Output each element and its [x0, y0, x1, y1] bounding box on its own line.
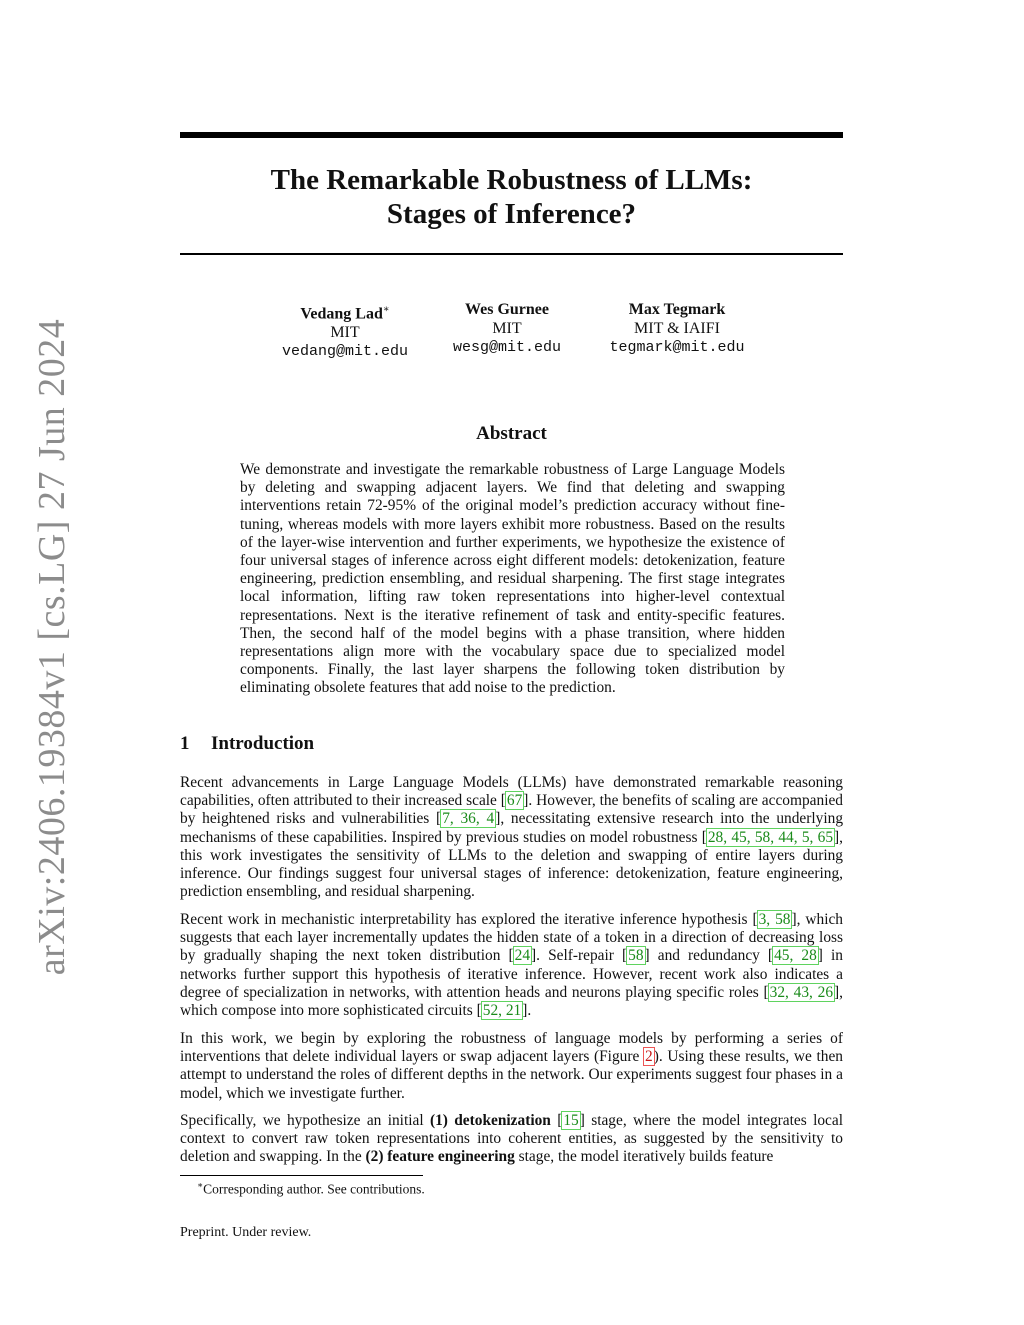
abstract-body: We demonstrate and investigate the remarkable robustness of Large Language Models by deleting and swapping adjacent layers. We find that deleting and swapping interventions retain 72-95% of the original model’s prediction accuracy without fine-tuning, whereas models with more layers exhibit more robustness. Based on the results of the layer-wise intervention and further experiments, we hypothesize the existence of four universal stages of inference across eight different models: detokenization, feature engineering, prediction ensembling, and residual sharpening. The first stage integrates local information, lifting raw token representations into higher-level contextual representations. Next is the iterative refinement of task and entity-specific features. Then, the second half of the model begins with a phase transition, where hidden representations align more with the vocabulary space due to specialized model components. Finally, the last layer sharpens the following token distribution by eliminating obsolete features that add noise to the prediction. — [240, 461, 785, 697]
title-line-2: Stages of Inference? — [386, 198, 637, 230]
author-affiliation: MIT & IAIFI — [634, 320, 720, 337]
section-title: Introduction — [211, 733, 315, 754]
preprint-notice: Preprint. Under review. — [180, 1225, 312, 1240]
author-affiliation: MIT — [330, 324, 360, 342]
citation-link[interactable]: 52, 21 — [482, 1002, 522, 1020]
citation-link[interactable]: 58 — [628, 947, 644, 965]
section-heading — [180, 733, 314, 755]
author-block-3 — [567, 300, 787, 357]
title-line-1: The Remarkable Robustness of LLMs: — [270, 164, 753, 196]
citation-link[interactable]: 3, 58 — [758, 911, 791, 928]
footnote-rule — [180, 1175, 423, 1176]
intro-paragraph-4: Specifically, we hypothesize an initial (1) detokenization [15] stage, where the model integrates local context to convert raw token representations into coherent entities, as suggested by the sensitivity to deletion and swapping. In the (2) feature engineering stage, the model iteratively builds feature — [180, 1112, 843, 1166]
citation-link[interactable]: 7, 36, 4 — [442, 810, 495, 828]
citation-link[interactable]: 24 — [514, 947, 531, 965]
citation-link[interactable]: 45, 28 — [774, 947, 817, 965]
citation-link[interactable]: 15 — [563, 1112, 579, 1129]
footnote-mark: ∗ — [197, 1180, 204, 1190]
title-top-rule — [180, 132, 843, 138]
citation-link[interactable]: 67 — [506, 792, 523, 810]
intro-paragraph-2: Recent work in mechanistic interpretability has explored the iterative inference hypothesis [3, 58], which suggests that each layer incrementally updates the hidden state of a token in a direction of decreasing loss by gradually shaping the next token distribution [24]. Self-repair [58] and redundancy [45, 28] in networks further support this hypothesis of iterative inference. However, recent work also indicates a degree of specialization in networks, with attention heads and neurons playing specific roles [32, 43, 26], which compose into more sophisticated circuits [52, 21]. — [180, 911, 844, 1020]
author-name: Vedang Lad — [300, 305, 383, 323]
arxiv-sidebar-id: arXiv:2406.19384v1 [cs.LG] 27 Jun 2024 — [31, 318, 73, 976]
author-affiliation: MIT — [492, 320, 522, 337]
intro-paragraph-3: In this work, we begin by exploring the robustness of language models by performing a series of interventions that delete individual layers or swap adjacent layers (Figure 2). Using these results, we then attempt to understand the roles of different depths in the network. Our experiments suggest four phases in a model, which we investigate further. — [180, 1030, 843, 1102]
footnote-text: Corresponding author. See contributions. — [203, 1181, 425, 1197]
section-number: 1 — [180, 733, 190, 754]
citation-link[interactable]: 28, 45, 58, 44, 5, 65 — [707, 828, 834, 846]
author-footnote-mark: ∗ — [382, 304, 390, 315]
author-name: Max Tegmark — [628, 301, 726, 318]
author-name: Wes Gurnee — [465, 301, 549, 318]
intro-paragraph-1: Recent advancements in Large Language Models (LLMs) have demonstrated remarkable reasoning capabilities, often attributed to their increased scale [67]. However, the benefits of scaling are accompanied by heightened risks and vulnerabilities [7, 36, 4], necessitating extensive research into the underlying mechanisms of these capabilities. Inspired by previous studies on model robustness [28, 45, 58, 44, 5, 65], this work investigates the sensitivity of LLMs to the deletion and swapping of entire layers during inference. Our findings suggest four universal stages of inference: detokenization, feature engineering, prediction ensembling, and residual sharpening. — [180, 774, 844, 901]
abstract-heading: Abstract — [476, 423, 547, 444]
footnote — [197, 1180, 425, 1198]
author-email[interactable]: wesg@mit.edu — [452, 339, 562, 356]
author-email[interactable]: tegmark@mit.edu — [609, 339, 745, 356]
citation-link[interactable]: 32, 43, 26 — [769, 983, 834, 1001]
paper-title — [180, 163, 843, 231]
title-bottom-rule — [180, 253, 843, 255]
figure-link[interactable]: 2 — [645, 1048, 653, 1066]
author-email[interactable]: vedang@mit.edu — [281, 343, 409, 361]
